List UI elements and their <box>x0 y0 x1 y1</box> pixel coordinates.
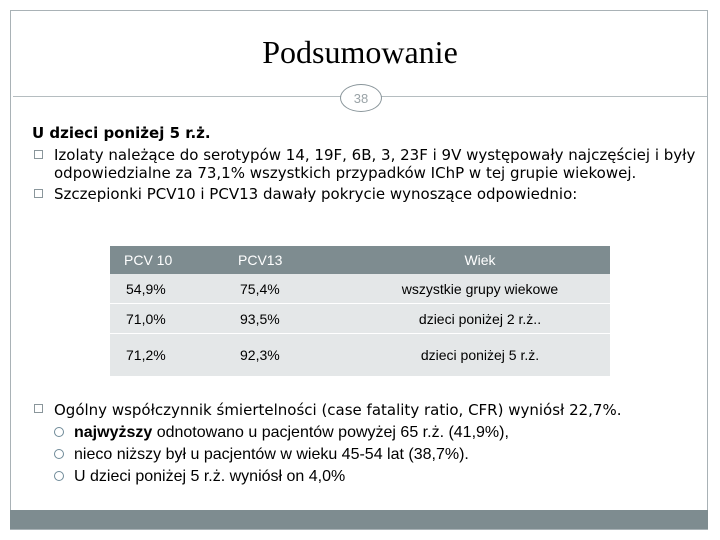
table-cell: 54,9% <box>110 274 224 304</box>
table-row <box>110 334 610 377</box>
circle-bullet-icon <box>54 471 64 481</box>
bullet-item <box>32 146 704 182</box>
circle-bullet-icon <box>54 427 64 437</box>
coverage-table <box>110 246 610 377</box>
sub-bullet-item <box>32 467 704 487</box>
column-header-pcv13: PCV13 <box>224 246 350 274</box>
section-heading: U dzieci poniżej 5 r.ż. <box>32 124 211 142</box>
table-header-row <box>110 246 610 274</box>
bullet-item <box>32 185 704 203</box>
table-cell: 92,3% <box>224 334 350 377</box>
sub-bullet-text: nieco niższy był u pacjentów w wieku 45-54 lat (38,7%). <box>74 446 469 463</box>
sub-bullet-item <box>32 445 704 465</box>
sub-bullet-bold: najwyższy <box>74 424 153 441</box>
sub-bullet-text: odnotowano u pacjentów powyżej 65 r.ż. (41,9%), <box>152 424 509 441</box>
intro-section <box>32 124 704 206</box>
sub-bullet-item <box>32 423 704 443</box>
summary-section <box>32 400 704 489</box>
page-number-badge: 38 <box>340 84 382 112</box>
table-cell: 71,2% <box>110 334 224 377</box>
table-cell: 75,4% <box>224 274 350 304</box>
table-row <box>110 274 610 304</box>
table-cell: wszystkie grupy wiekowe <box>350 274 610 304</box>
table-cell: dzieci poniżej 2 r.ż.. <box>350 304 610 334</box>
footer-band <box>10 510 708 529</box>
bullet-item <box>32 400 704 420</box>
table-cell: dzieci poniżej 5 r.ż. <box>350 334 610 377</box>
column-header-age: Wiek <box>350 246 610 274</box>
bullet-text: Szczepionki PCV10 i PCV13 dawały pokrycie wynoszące odpowiednio: <box>54 185 578 203</box>
column-header-pcv10: PCV 10 <box>110 246 224 274</box>
bullet-text: Izolaty należące do serotypów 14, 19F, 6B, 3, 23F i 9V występowały najczęściej i były odpowiedzialne za 73,1% wszystkich przypadków IChP w tej grupie wiekowej. <box>54 146 696 182</box>
square-bullet-icon <box>34 150 43 159</box>
table-cell: 71,0% <box>110 304 224 334</box>
bullet-text: Ogólny współczynnik śmiertelności (case fatality ratio, CFR) wyniósł 22,7%. <box>54 401 622 419</box>
sub-bullet-text: U dzieci poniżej 5 r.ż. wyniósł on 4,0% <box>74 468 346 485</box>
circle-bullet-icon <box>54 449 64 459</box>
table-row <box>110 304 610 334</box>
square-bullet-icon <box>34 404 43 413</box>
table-cell: 93,5% <box>224 304 350 334</box>
slide-title: Podsumowanie <box>262 34 458 70</box>
square-bullet-icon <box>34 189 43 198</box>
